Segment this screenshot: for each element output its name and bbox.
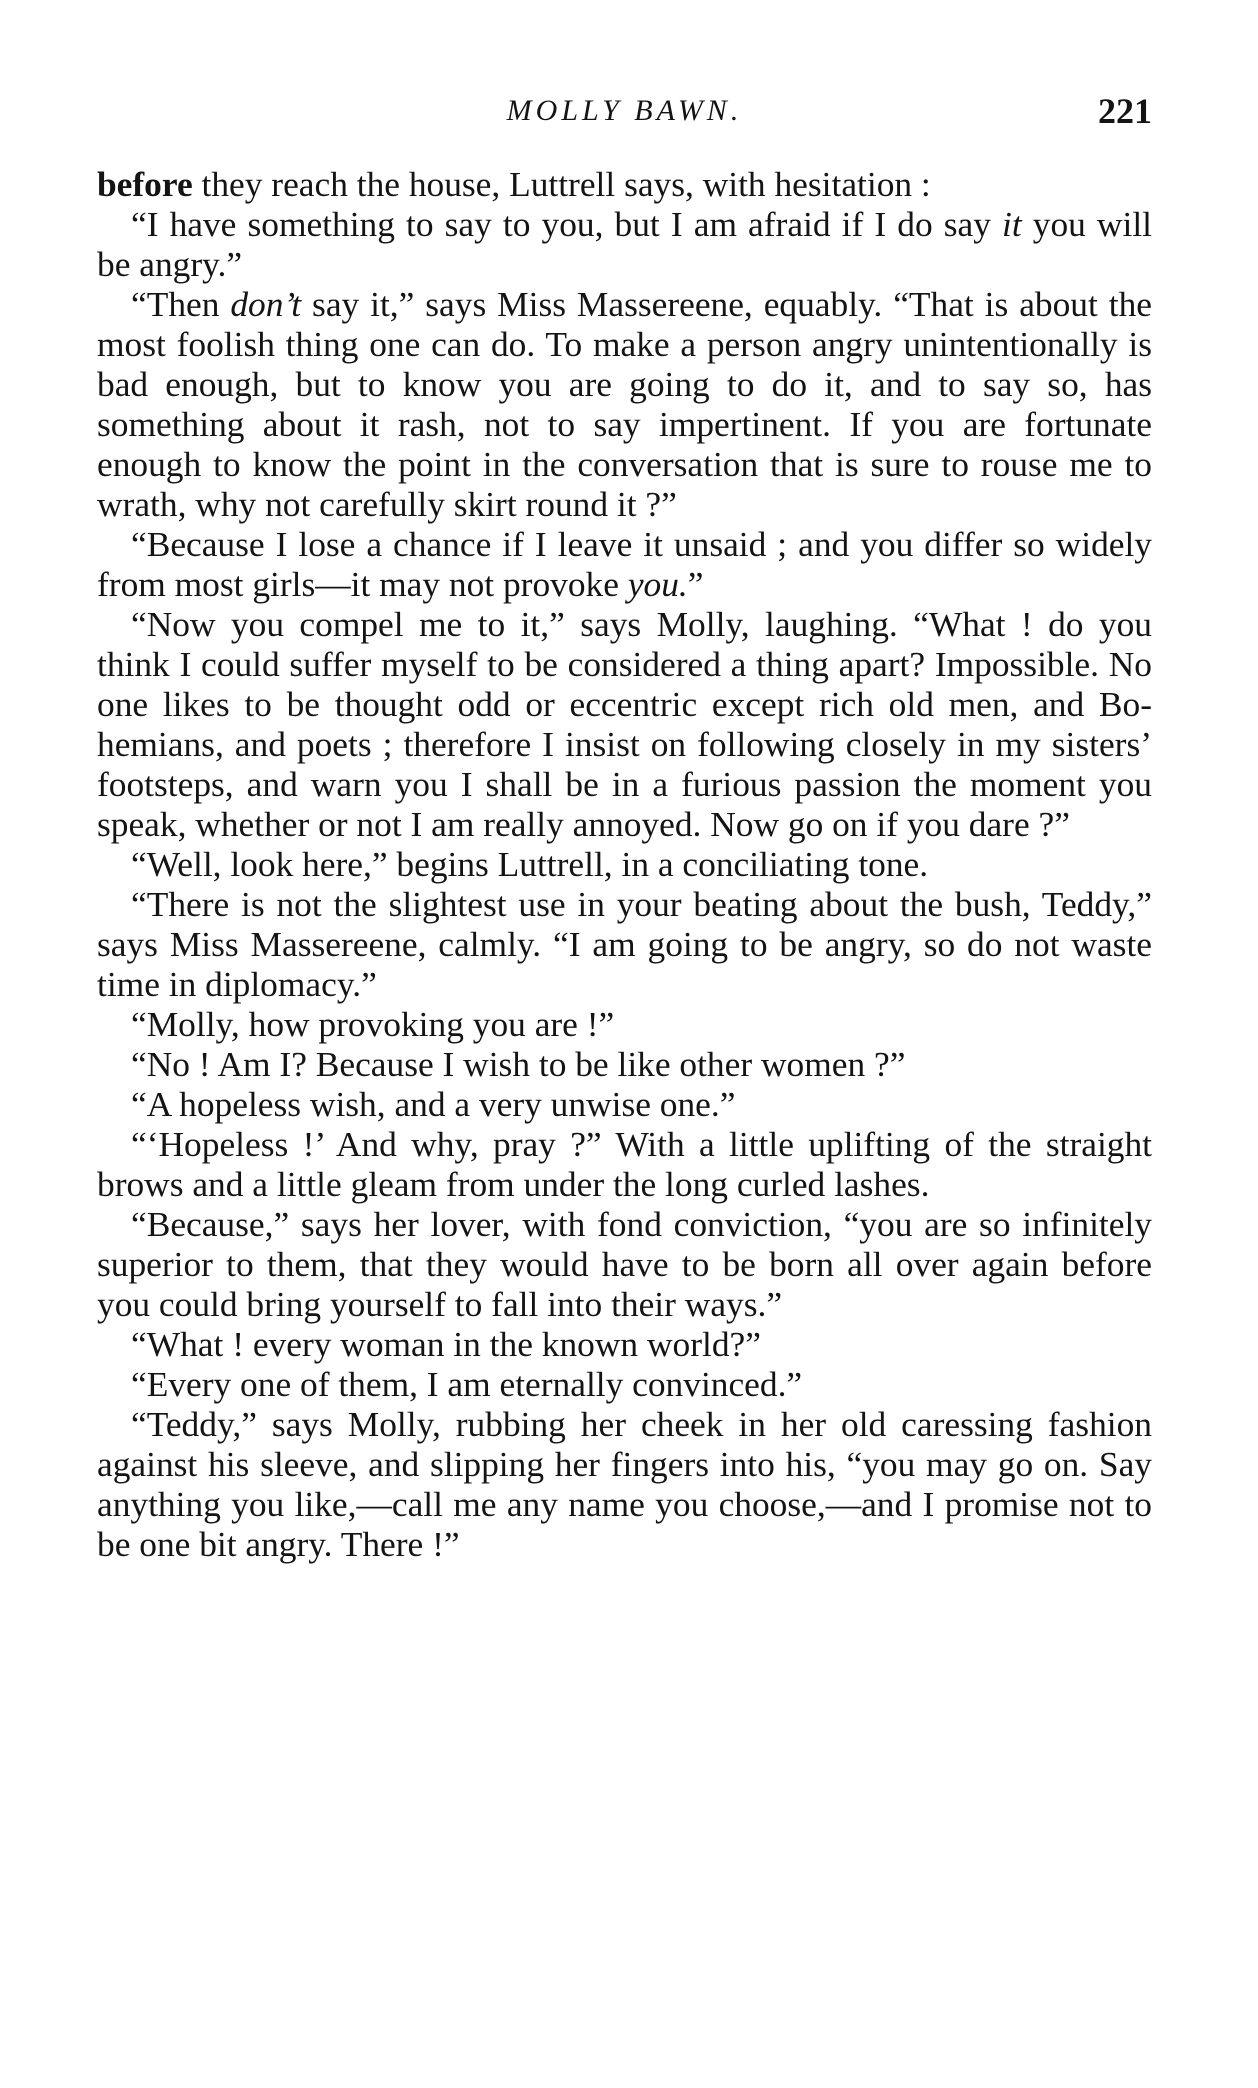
paragraph xyxy=(97,1124,1152,1204)
italic-text: it xyxy=(1002,204,1022,244)
text-run: “Now you compel me to it,” says Molly, laughing. “What ! do you think I could suffer myself to be considered a thing apart? Impossible. No one likes to be thought odd or eccentric except rich old men, and Bohemians, and poets ; therefore I insist on following closely in my sisters’ footsteps, and warn you I shall be in a furious passion the moment you speak, whether or not I am really annoyed. Now go on if you dare ?” xyxy=(97,604,1152,844)
paragraph xyxy=(97,884,1152,1004)
paragraph xyxy=(97,284,1152,524)
paragraph xyxy=(97,1044,1152,1084)
text-run: “Teddy,” says Molly, rubbing her cheek in her old caressing fashion against his sleeve, and slipping her fingers into his, “you may go on. Say anything you like,—call me any name you choose,—and I promise not to be one bit angry. There !” xyxy=(97,1404,1152,1564)
text-run: “Then xyxy=(131,284,231,324)
text-run: say it,” says Miss Massereene, equably. “That is about the most foolish thing one can do. To make a person angry unintentionally is bad enough, but to know you are going to do it, and to say so, has something about it rash, not to say impertinent. If you are fortunate enough to know the point in the conversation that is sure to rouse me to wrath, why not carefully skirt round it ?” xyxy=(97,284,1152,524)
paragraph xyxy=(97,1404,1152,1564)
text-run: “I have something to say to you, but I am afraid if I do say xyxy=(131,204,1002,244)
paragraph xyxy=(97,1004,1152,1044)
text-run: “A hopeless wish, and a very unwise one.” xyxy=(131,1084,736,1124)
paragraph xyxy=(97,524,1152,604)
paragraph xyxy=(97,1364,1152,1404)
text-run: “No ! Am I? Because I wish to be like other women ?” xyxy=(131,1044,906,1084)
paragraph xyxy=(97,1084,1152,1124)
text-run: “There is not the slightest use in your beating about the bush, Teddy,” says Miss Massereene, calmly. “I am going to be angry, so do not waste time in diplomacy.” xyxy=(97,884,1152,1004)
running-title: MOLLY BAWN. xyxy=(506,94,743,127)
book-page xyxy=(97,86,1152,1564)
paragraph xyxy=(97,1204,1152,1324)
body-text xyxy=(97,164,1152,1564)
paragraph xyxy=(97,204,1152,284)
italic-text: don’t xyxy=(230,284,302,324)
italic-text: you. xyxy=(627,564,688,604)
running-header xyxy=(97,86,1152,146)
text-run: “Because,” says her lover, with fond conviction, “you are so infinitely superior to them, that they would have to be born all over again before you could bring yourself to fall into their ways.” xyxy=(97,1204,1152,1324)
paragraph xyxy=(97,164,1152,204)
bold-lead-word: before xyxy=(97,164,193,204)
text-run: “Well, look here,” begins Luttrell, in a conciliating tone. xyxy=(131,844,929,884)
page-number: 221 xyxy=(1098,91,1152,131)
text-run: ” xyxy=(687,564,704,604)
text-run: they reach the house, Luttrell says, with hesitation : xyxy=(192,164,931,204)
text-run: “‘Hopeless !’ And why, pray ?” With a little uplifting of the straight brows and a little gleam from under the long curled lashes. xyxy=(97,1124,1152,1204)
paragraph xyxy=(97,1324,1152,1364)
paragraph xyxy=(97,844,1152,884)
text-run: “Because I lose a chance if I leave it unsaid ; and you differ so widely from most girls—it may not provoke xyxy=(97,524,1152,604)
text-run: “Molly, how provoking you are !” xyxy=(131,1004,615,1044)
text-run: you will be angry.” xyxy=(97,204,1152,284)
text-run: “What ! every woman in the known world?” xyxy=(131,1324,761,1364)
paragraph xyxy=(97,604,1152,844)
text-run: “Every one of them, I am eternally convinced.” xyxy=(131,1364,803,1404)
